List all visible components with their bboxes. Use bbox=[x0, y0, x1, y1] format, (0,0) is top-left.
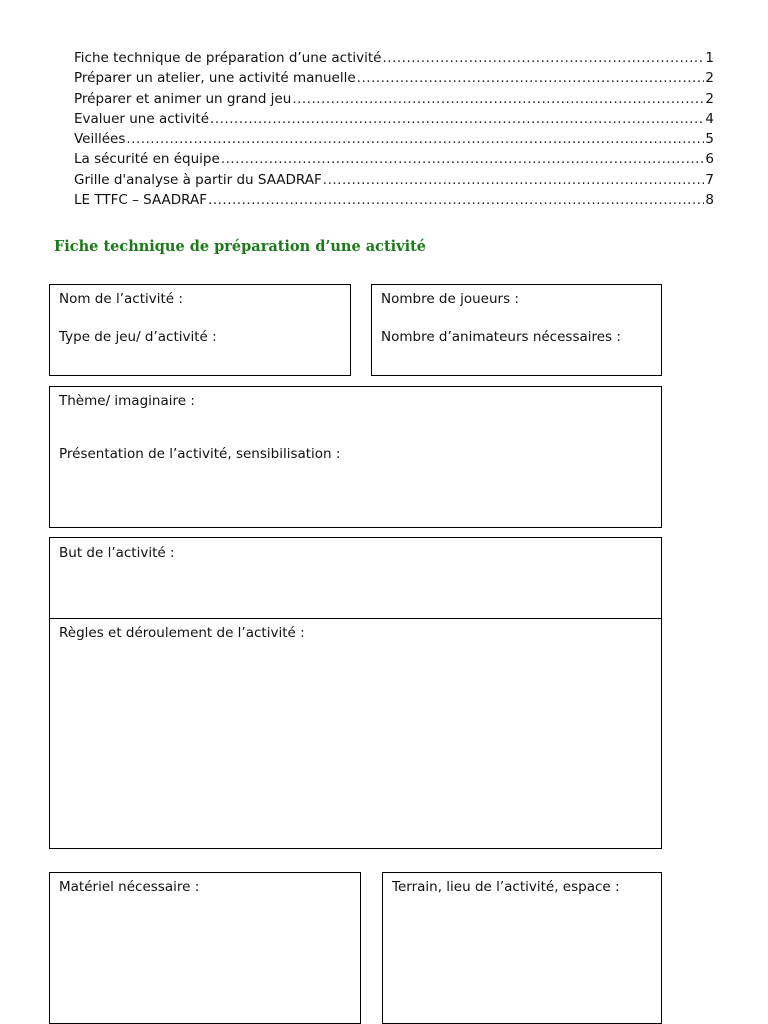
goal-label: But de l’activité : bbox=[59, 545, 175, 561]
terrain-label: Terrain, lieu de l’activité, espace : bbox=[392, 879, 620, 895]
toc-entry-page: 5 bbox=[705, 131, 714, 148]
activity-name-box[interactable] bbox=[49, 284, 351, 376]
players-count-label: Nombre de joueurs : bbox=[381, 291, 519, 307]
toc-entry-page: 2 bbox=[705, 90, 714, 107]
toc-entry[interactable] bbox=[74, 89, 714, 109]
toc-entry[interactable] bbox=[74, 48, 714, 68]
toc-dot-leader bbox=[208, 190, 704, 210]
toc-entry[interactable] bbox=[74, 170, 714, 190]
toc-entry-page: 7 bbox=[705, 171, 714, 188]
toc-entry[interactable] bbox=[74, 190, 714, 210]
toc-entry-page: 2 bbox=[705, 70, 714, 87]
theme-label: Thème/ imaginaire : bbox=[59, 393, 195, 409]
toc-entry[interactable] bbox=[74, 68, 714, 88]
theme-box[interactable] bbox=[49, 386, 662, 528]
toc-entry-label: Evaluer une activité bbox=[74, 110, 210, 127]
toc-dot-leader bbox=[357, 68, 705, 88]
toc-entry-label: LE TTFC – SAADRAF bbox=[74, 192, 208, 209]
terrain-box[interactable] bbox=[382, 872, 662, 1024]
section-title: Fiche technique de préparation d’une activité bbox=[54, 238, 427, 255]
animators-count-label: Nombre d’animateurs nécessaires : bbox=[381, 329, 621, 345]
toc-entry[interactable] bbox=[74, 109, 714, 129]
toc-entry[interactable] bbox=[74, 129, 714, 149]
toc-entry-page: 6 bbox=[705, 151, 714, 168]
toc-dot-leader bbox=[382, 48, 704, 68]
toc-dot-leader bbox=[221, 149, 705, 169]
toc-entry[interactable] bbox=[74, 149, 714, 169]
players-box[interactable] bbox=[371, 284, 662, 376]
table-of-contents bbox=[74, 48, 714, 210]
toc-dot-leader bbox=[292, 89, 704, 109]
toc-entry-page: 8 bbox=[705, 192, 714, 209]
toc-entry-label: Grille d'analyse à partir du SAADRAF bbox=[74, 171, 322, 188]
activity-type-label: Type de jeu/ d’activité : bbox=[59, 329, 217, 345]
activity-name-label: Nom de l’activité : bbox=[59, 291, 183, 307]
toc-entry-label: La sécurité en équipe bbox=[74, 151, 220, 168]
material-box[interactable] bbox=[49, 872, 361, 1024]
presentation-label: Présentation de l’activité, sensibilisation : bbox=[59, 446, 341, 462]
goal-box[interactable] bbox=[49, 537, 662, 619]
toc-entry-page: 1 bbox=[705, 50, 714, 66]
toc-entry-label: Préparer un atelier, une activité manuelle bbox=[74, 70, 356, 87]
toc-dot-leader bbox=[210, 109, 704, 129]
rules-box[interactable] bbox=[49, 618, 662, 849]
toc-entry-page: 4 bbox=[705, 110, 714, 127]
material-label: Matériel nécessaire : bbox=[59, 879, 200, 895]
toc-entry-label: Veillées bbox=[74, 131, 126, 148]
toc-entry-label: Préparer et animer un grand jeu bbox=[74, 90, 292, 107]
toc-dot-leader bbox=[323, 170, 705, 190]
toc-dot-leader bbox=[126, 129, 704, 149]
toc-entry-label: Fiche technique de préparation d’une activité bbox=[74, 50, 382, 66]
rules-label: Règles et déroulement de l’activité : bbox=[59, 625, 305, 641]
